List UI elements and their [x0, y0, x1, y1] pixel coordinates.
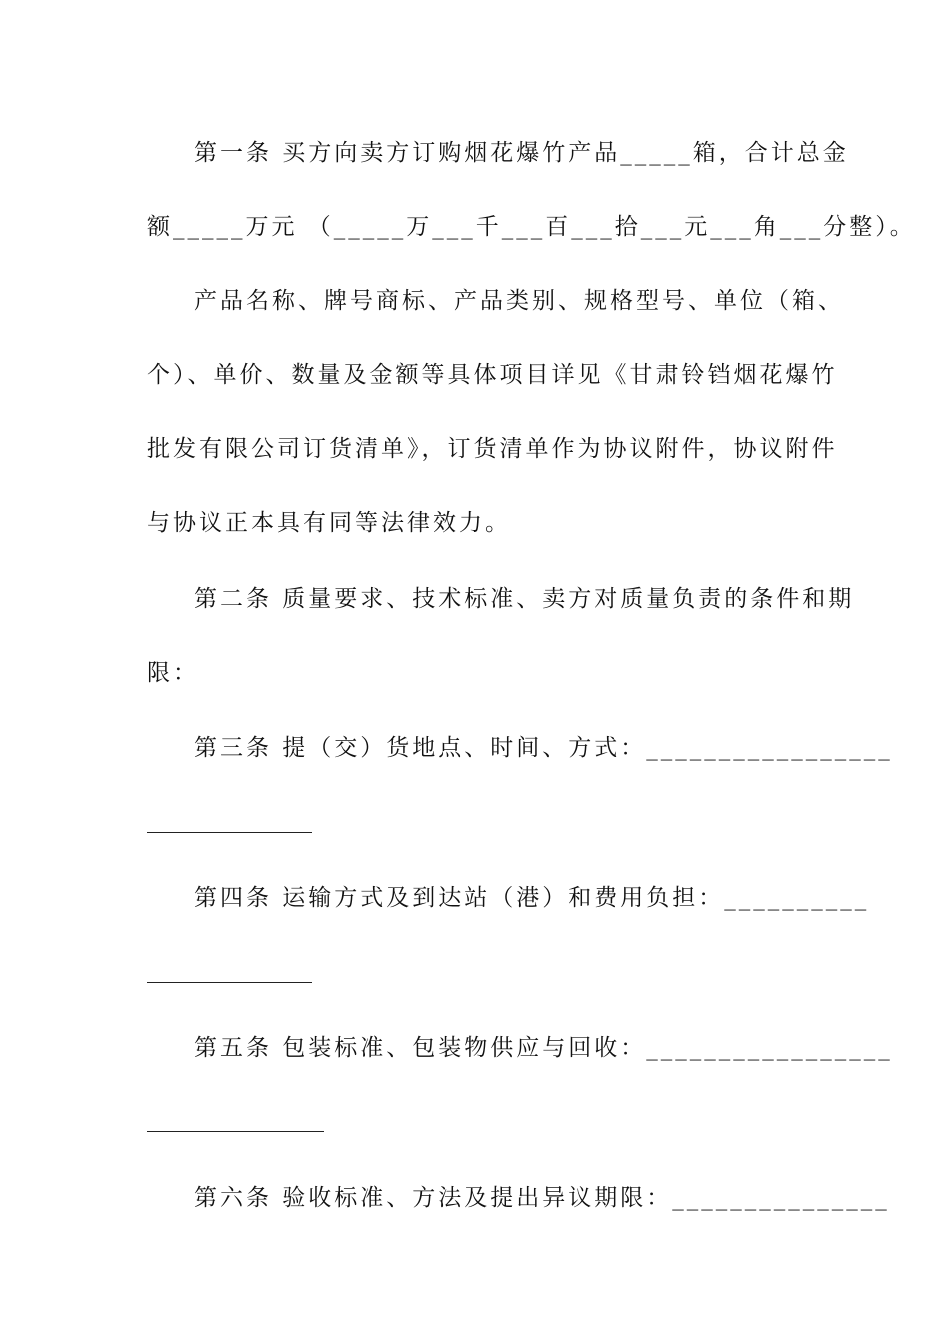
product-paragraph-line-2: 个）、单价、数量及金额等具体项目详见《甘肃铃铛烟花爆竹 [147, 362, 838, 388]
clause-3-blank-line [147, 832, 312, 833]
clause-4-line: 第四条 运输方式及到达站（港）和费用负担：__________ [194, 885, 870, 911]
clause-5-blank-line [147, 1131, 324, 1132]
clause-2-line-2: 限： [147, 660, 199, 686]
product-paragraph-line-3: 批发有限公司订货清单》，订货清单作为协议附件，协议附件 [147, 436, 838, 462]
clause-1-line-2: 额_____万元 （_____万___千___百___拾___元___角___分整）。 [147, 214, 916, 240]
clause-3-line: 第三条 提（交）货地点、时间、方式：_________________ [194, 735, 893, 761]
clause-2-line-1: 第二条 质量要求、技术标准、卖方对质量负责的条件和期 [194, 586, 855, 612]
clause-4-blank-line [147, 982, 312, 983]
clause-5-line: 第五条 包装标准、包装物供应与回收：_________________ [194, 1035, 893, 1061]
product-paragraph-line-1: 产品名称、牌号商标、产品类别、规格型号、单位（箱、 [194, 288, 844, 314]
clause-1-line-1: 第一条 买方向卖方订购烟花爆竹产品_____箱，合计总金 [194, 140, 849, 166]
clause-6-line: 第六条 验收标准、方法及提出异议期限：_______________ [194, 1185, 890, 1211]
product-paragraph-line-4: 与协议正本具有同等法律效力。 [147, 510, 511, 536]
